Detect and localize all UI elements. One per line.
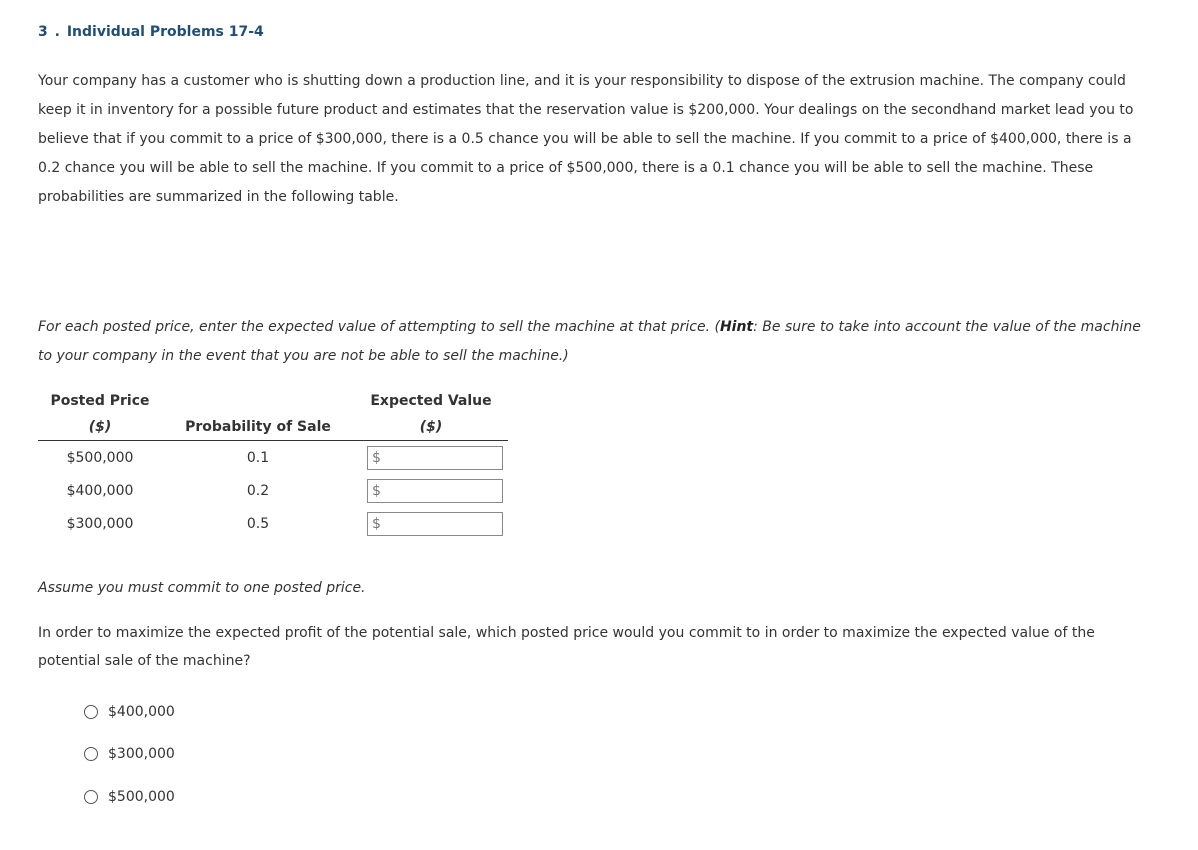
radio-button[interactable] <box>84 790 98 804</box>
instruction-text <box>38 313 1148 371</box>
problem-title-text: Individual Problems 17-4 <box>66 24 264 40</box>
expected-value-300000-field[interactable] <box>367 512 503 536</box>
radio-button[interactable] <box>84 705 98 719</box>
row-price: $400,000 <box>66 482 134 499</box>
problem-number: 3 <box>38 24 48 40</box>
expected-value-500000-field[interactable] <box>367 446 503 470</box>
header-probability: Probability of Sale <box>185 419 331 435</box>
table-row <box>38 474 508 507</box>
currency-symbol: $ <box>372 515 381 532</box>
assumption-text: Assume you must commit to one posted price. <box>38 580 366 596</box>
row-probability: 0.5 <box>246 515 270 532</box>
problem-intro: Your company has a customer who is shutting down a production line, and it is your responsibility to dispose of the extrusion machine. The company could keep it in inventory for a possible future product and estimates that the reservation value is $200,000. Your dealings on the secondhand market lead you to believe that if you commit to a price of $300,000, there is a 0.5 chance you will be able to sell the machine. If you commit to a price of $400,000, there is a 0.2 chance you will be able to sell the machine. If you commit to a price of $500,000, there is a 0.1 chance you will be able to sell the machine. These probabilities are summarized in the following table. <box>38 73 1134 205</box>
table-row <box>38 507 508 540</box>
option-500000[interactable] <box>84 789 175 805</box>
problem-title <box>38 24 264 40</box>
header-posted-price-unit: ($) <box>88 419 112 435</box>
instruction-after: : Be sure to take into account the value of the machine to your company in the event that you are not be able to sell the machine.) <box>38 319 1141 364</box>
row-price: $500,000 <box>66 449 134 466</box>
expected-value-300000-input[interactable] <box>382 516 502 531</box>
question-text: In order to maximize the expected profit of the potential sale, which posted price would you commit to in order to maximize the expected value of the potential sale of the machine? <box>38 625 1095 669</box>
header-expected-value-unit: ($) <box>419 419 443 435</box>
expected-value-400000-input[interactable] <box>382 483 502 498</box>
radio-button[interactable] <box>84 747 98 761</box>
row-probability: 0.2 <box>246 482 270 499</box>
table-row <box>38 441 508 474</box>
option-400000[interactable] <box>84 704 175 720</box>
hint-label: Hint <box>719 319 754 335</box>
header-posted-price: Posted Price <box>50 393 150 409</box>
instruction-before: For each posted price, enter the expected value of attempting to sell the machine at that price. ( <box>38 319 720 335</box>
option-label[interactable]: $500,000 <box>108 789 175 805</box>
currency-symbol: $ <box>372 449 381 466</box>
row-probability: 0.1 <box>246 449 270 466</box>
expected-value-500000-input[interactable] <box>382 450 502 465</box>
expected-value-table <box>38 388 508 540</box>
problem-number-separator: . <box>54 24 60 40</box>
option-300000[interactable] <box>84 746 175 762</box>
option-label[interactable]: $400,000 <box>108 704 175 720</box>
expected-value-400000-field[interactable] <box>367 479 503 503</box>
row-price: $300,000 <box>66 515 134 532</box>
currency-symbol: $ <box>372 482 381 499</box>
header-expected-value: Expected Value <box>370 393 492 409</box>
option-label[interactable]: $300,000 <box>108 746 175 762</box>
